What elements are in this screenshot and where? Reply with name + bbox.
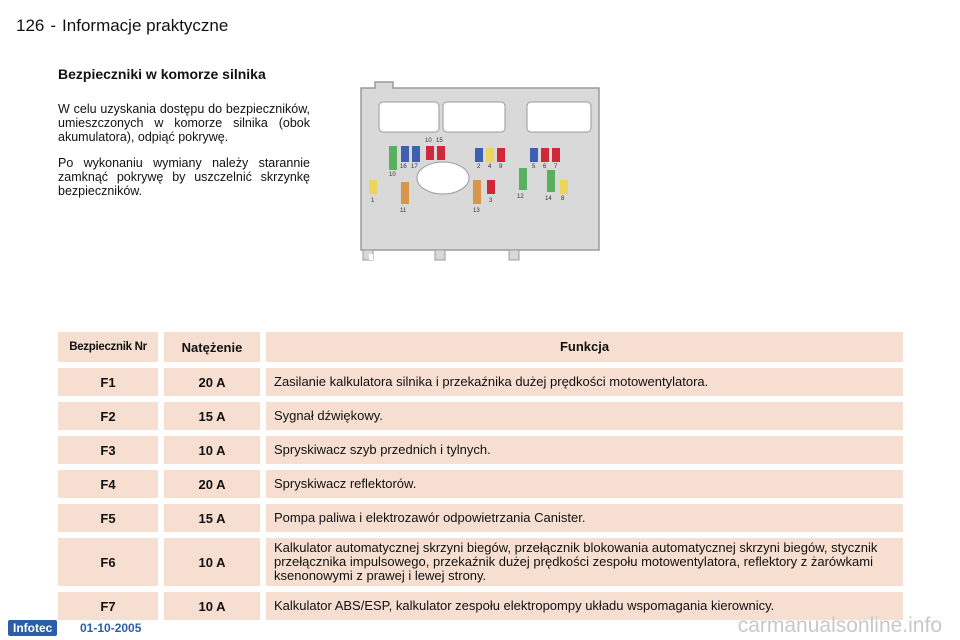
fuse-number: F5 [58, 504, 158, 532]
fuse-box-diagram [357, 78, 605, 264]
fuse-label: 2 [477, 164, 481, 170]
fuse-label: 4 [488, 164, 492, 170]
fuse-12 [519, 168, 527, 190]
fuse-function: Spryskiwacz szyb przednich i tylnych. [266, 436, 903, 464]
fuse-function: Zasilanie kalkulatora silnika i przekaźnika dużej prędkości motowentylatora. [266, 368, 903, 396]
fuse-11 [401, 182, 409, 204]
footer-date: 01-10-2005 [80, 621, 142, 635]
fuse-function: Kalkulator ABS/ESP, kalkulator zespołu elektropompy układu wspomagania kierownicy. [266, 592, 903, 620]
header-amperage: Natężenie [164, 332, 260, 362]
fuse-9 [497, 148, 505, 162]
fuse-amperage: 10 A [164, 592, 260, 620]
fuse-label: 10 [425, 138, 432, 144]
fuse-number: F2 [58, 402, 158, 430]
fuse-label: 16 [400, 164, 407, 170]
fuse-5 [530, 148, 538, 162]
fuse-label: 10 [389, 172, 396, 178]
fuse-table [58, 332, 903, 626]
header-separator: - [50, 16, 57, 35]
table-row [58, 436, 903, 464]
table-header-row [58, 332, 903, 362]
fuse-15 [437, 146, 445, 160]
fuse-number: F1 [58, 368, 158, 396]
infotec-logo: Infotec [8, 620, 57, 636]
fuse-label: 11 [400, 208, 407, 214]
fuse-4 [486, 148, 494, 162]
table-row [58, 402, 903, 430]
header-function: Funkcja [266, 332, 903, 362]
fuse-16 [401, 146, 409, 162]
fuse-label: 17 [411, 164, 418, 170]
fuse-function: Pompa paliwa i elektrozawór odpowietrzania Canister. [266, 504, 903, 532]
fuse-label: 7 [554, 164, 558, 170]
fuse-amperage: 10 A [164, 436, 260, 464]
paragraph-access: W celu uzyskania dostępu do bezpieczników, umieszczonych w komorze silnika (obok akumulatora), odpiąć pokrywę. [58, 102, 310, 144]
table-row [58, 504, 903, 532]
fuse-10-green [389, 146, 397, 170]
fuse-amperage: 15 A [164, 402, 260, 430]
fuse-8 [560, 180, 568, 194]
fuse-number: F3 [58, 436, 158, 464]
fuse-13 [473, 180, 481, 204]
fuse-label: 14 [545, 196, 552, 202]
fuse-17 [412, 146, 420, 162]
page-header [16, 16, 234, 36]
fuse-6 [541, 148, 549, 162]
fuse-label: 8 [561, 196, 565, 202]
fuse-14 [547, 170, 555, 192]
page-heading: Informacje praktyczne [62, 16, 229, 35]
fuse-label: 1 [371, 198, 375, 204]
fuse-3 [487, 180, 495, 194]
fuse-1 [369, 180, 377, 194]
fuse-number: F6 [58, 538, 158, 586]
fuse-label: 6 [543, 164, 547, 170]
fuse-label: 15 [436, 138, 443, 144]
table-row [58, 368, 903, 396]
fuse-amperage: 20 A [164, 470, 260, 498]
fuse-function: Kalkulator automatycznej skrzyni biegów, przełącznik blokowania automatycznej skrzyni biegów, stycznik przełącznika impulsowego, przekaźnik dużej prędkości zespołu motowentylatora, reflektory z żarówkami ksenonowymi z prawej i lewej strony. [266, 538, 903, 586]
fuse-function: Sygnał dźwiękowy. [266, 402, 903, 430]
fuse-amperage: 15 A [164, 504, 260, 532]
fuse-label: 13 [473, 208, 480, 214]
fuse-number: F7 [58, 592, 158, 620]
header-fuse-number: Bezpiecznik Nr [58, 332, 158, 362]
fuse-amperage: 20 A [164, 368, 260, 396]
section-title: Bezpieczniki w komorze silnika [58, 66, 266, 82]
fuse-7 [552, 148, 560, 162]
fuse-10-red [426, 146, 434, 160]
fuse-label: 3 [489, 198, 493, 204]
watermark: carmanualsonline.info [737, 614, 942, 637]
fuse-amperage: 10 A [164, 538, 260, 586]
fuse-label: 9 [499, 164, 503, 170]
fuse-number: F4 [58, 470, 158, 498]
page-number: 126 [16, 16, 45, 35]
table-row [58, 470, 903, 498]
fuse-function: Spryskiwacz reflektorów. [266, 470, 903, 498]
fuse-label: 5 [532, 164, 536, 170]
fuse-label: 12 [517, 194, 524, 200]
paragraph-close: Po wykonaniu wymiany należy starannie zamknąć pokrywę by uszczelnić skrzynkę bezpieczników. [58, 156, 310, 198]
table-row [58, 538, 903, 586]
fuse-2 [475, 148, 483, 162]
